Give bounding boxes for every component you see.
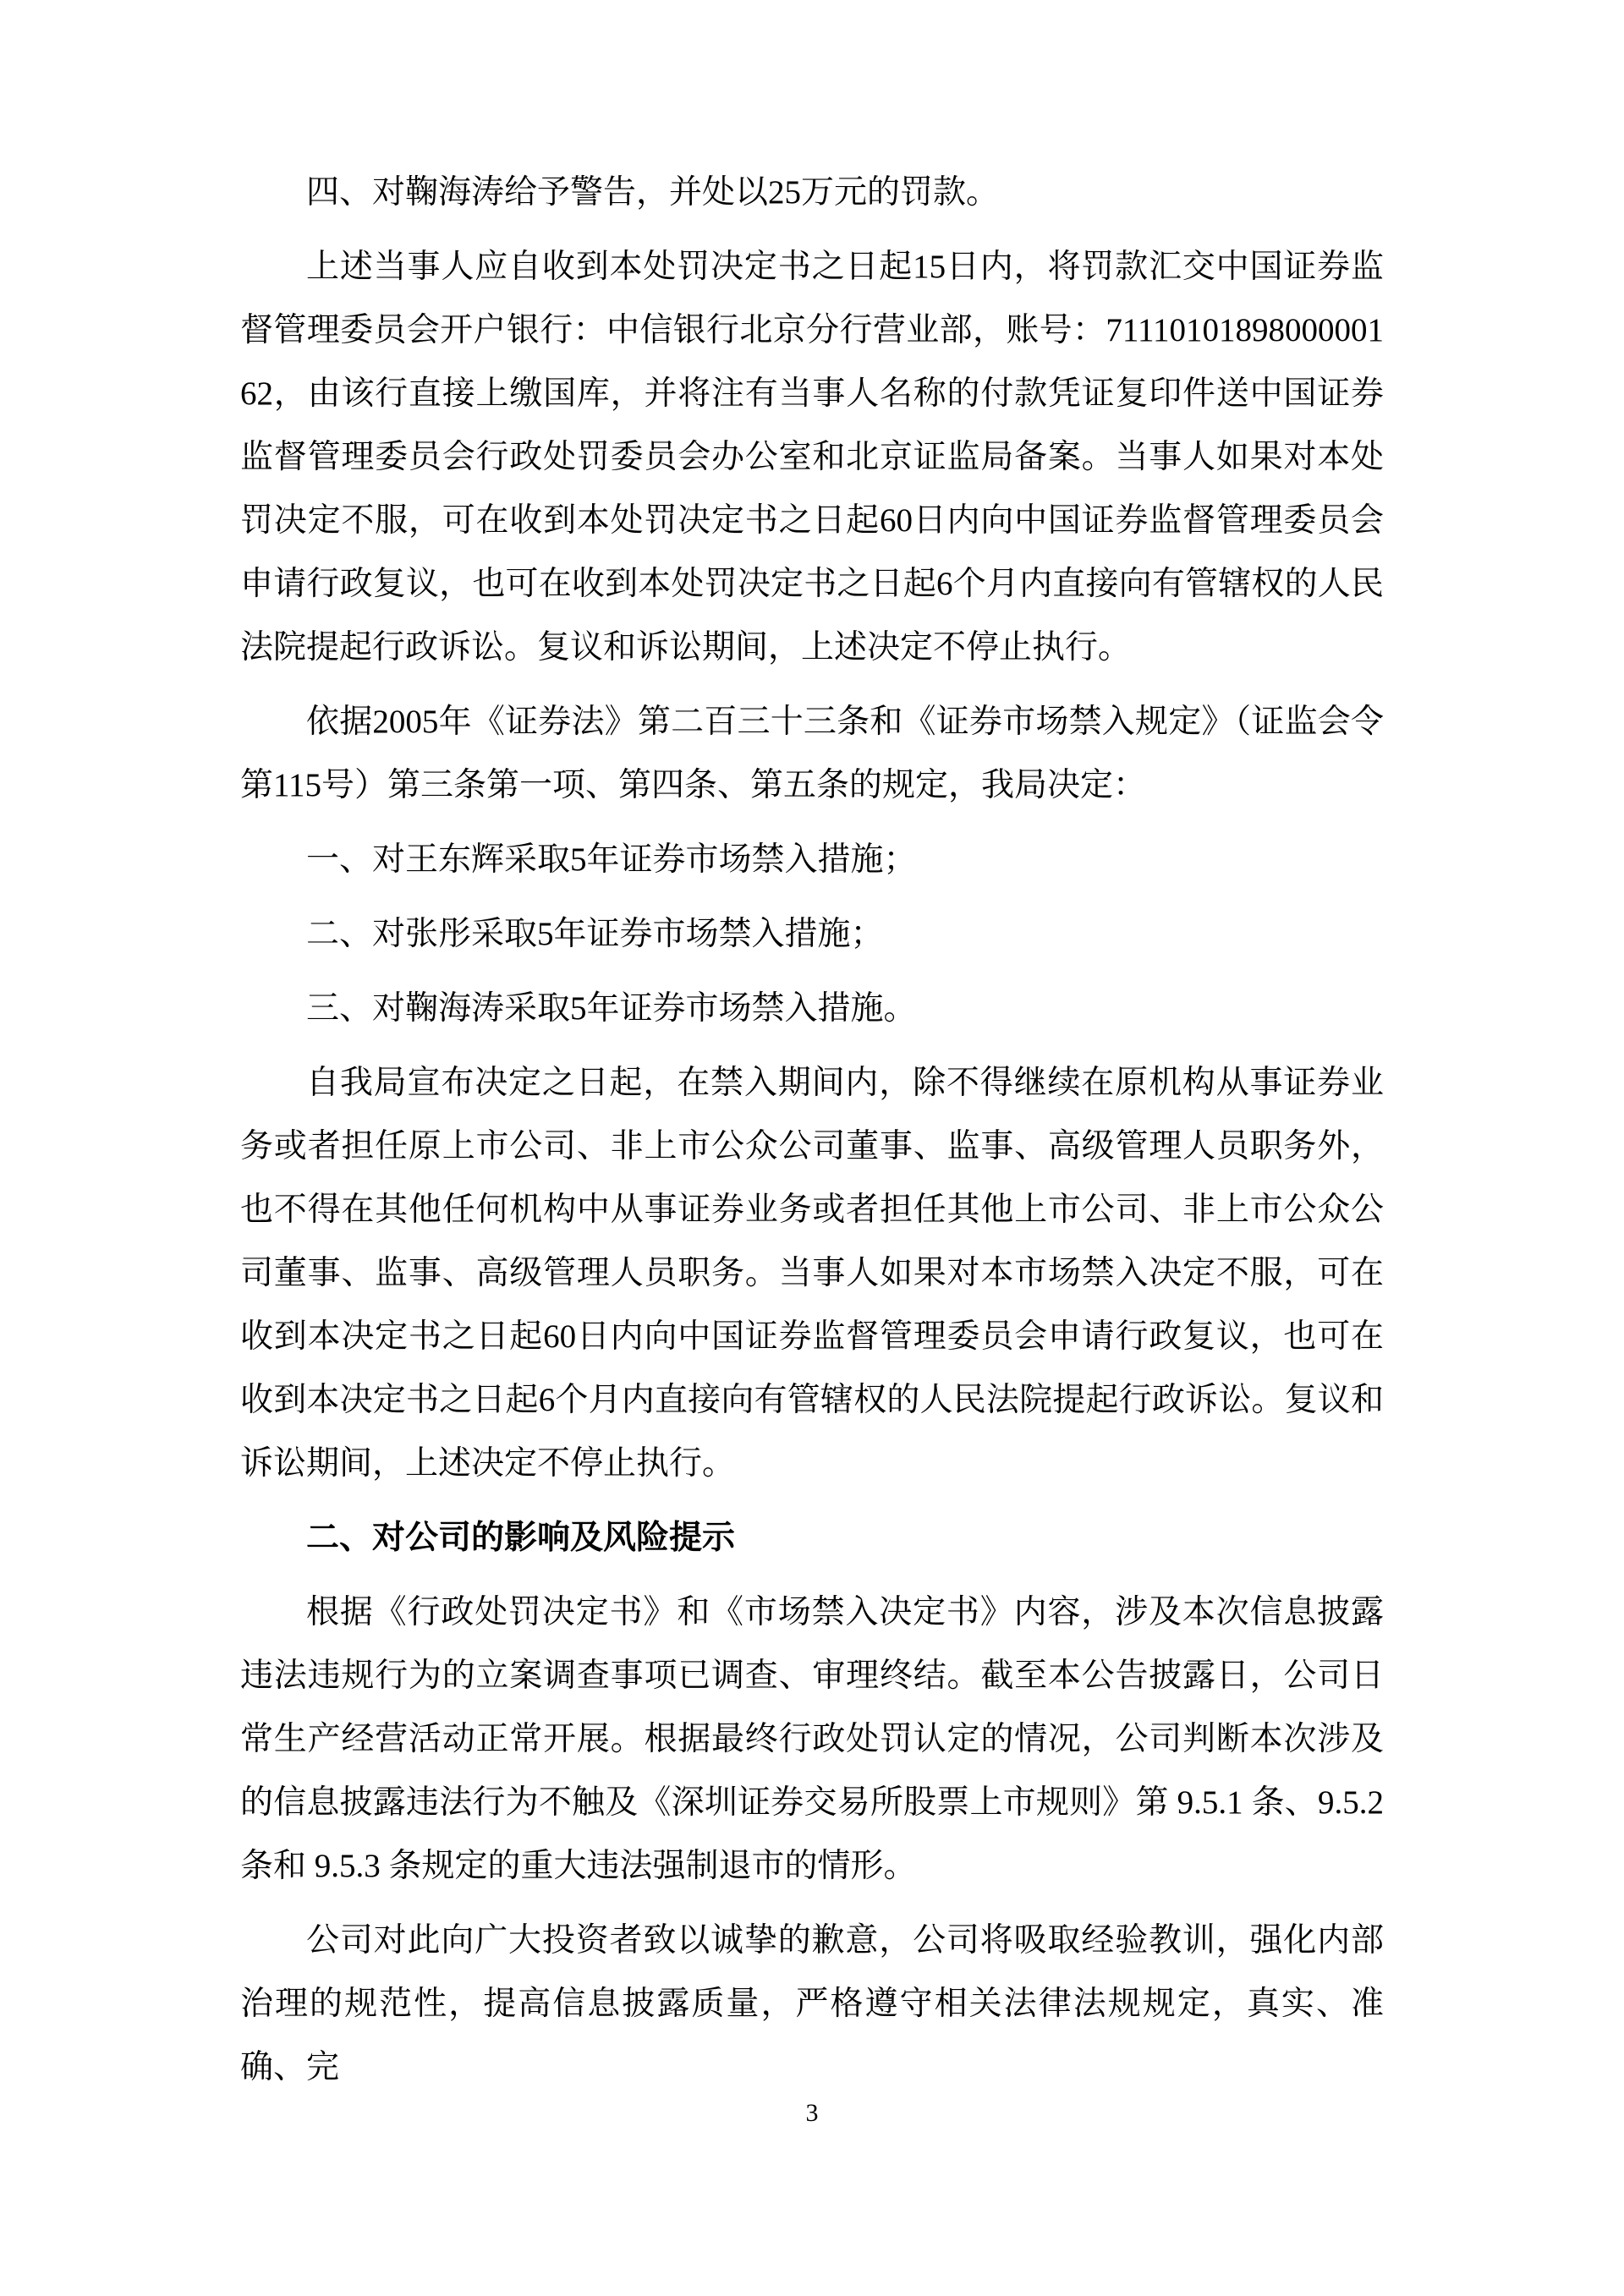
paragraph: 三、对鞠海涛采取5年证券市场禁入措施。: [306, 990, 917, 1027]
paragraph: 公司对此向广大投资者致以诚挚的歉意，公司将吸取经验教训，强化内部治理的规范性，提高信息披露质量，严格遵守相关法律法规规定，真实、准确、完: [240, 1922, 1384, 2085]
document-body: [240, 161, 1384, 2110]
page-footer: [0, 2099, 1624, 2128]
paragraph: 四、对鞠海涛给予警告，并处以25万元的罚款。: [306, 174, 1000, 211]
paragraph: 根据《行政处罚决定书》和《市场禁入决定书》内容，涉及本次信息披露违法违规行为的立案调查事项已调查、审理终结。截至本公告披露日，公司日常生产经营活动正常开展。根据最终行政处罚认定的情况，公司判断本次涉及的信息披露违法行为不触及《深圳证券交易所股票上市规则》第 9.5.1 条、9.5.2 条和 9.5.3 条规定的重大违法强制退市的情形。: [240, 1594, 1384, 1884]
paragraph: 依据2005年《证券法》第二百三十三条和《证券市场禁入规定》（证监会令第115号）第三条第一项、第四条、第五条的规定，我局决定：: [240, 704, 1384, 803]
section-heading: 二、对公司的影响及风险提示: [306, 1520, 736, 1556]
paragraph: 自我局宣布决定之日起，在禁入期间内，除不得继续在原机构从事证券业务或者担任原上市公司、非上市公众公司董事、监事、高级管理人员职务外，也不得在其他任何机构中从事证券业务或者担任其他上市公司、非上市公众公司董事、监事、高级管理人员职务。当事人如果对本市场禁入决定不服，可在收到本决定书之日起60日内向中国证券监督管理委员会申请行政复议，也可在收到本决定书之日起6个月内直接向有管辖权的人民法院提起行政诉讼。复议和诉讼期间，上述决定不停止执行。: [240, 1065, 1384, 1482]
paragraph: 二、对张彤采取5年证券市场禁入措施；: [306, 916, 884, 952]
page-number: 3: [805, 2099, 819, 2127]
paragraph: 上述当事人应自收到本处罚决定书之日起15日内，将罚款汇交中国证券监督管理委员会开户银行：中信银行北京分行营业部，账号：7111010189800000162，由该行直接上缴国库，并将注有当事人名称的付款凭证复印件送中国证券监督管理委员会行政处罚委员会办公室和北京证监局备案。当事人如果对本处罚决定不服，可在收到本处罚决定书之日起60日内向中国证券监督管理委员会申请行政复议，也可在收到本处罚决定书之日起6个月内直接向有管辖权的人民法院提起行政诉讼。复议和诉讼期间，上述决定不停止执行。: [240, 249, 1384, 666]
paragraph: 一、对王东辉采取5年证券市场禁入措施；: [306, 841, 917, 878]
